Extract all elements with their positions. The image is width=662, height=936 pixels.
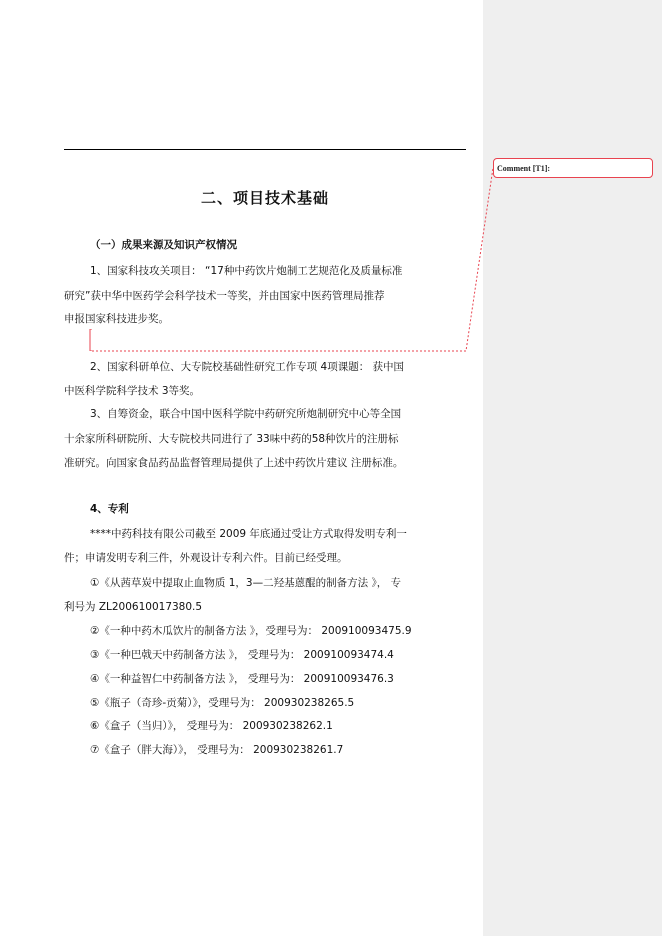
- patent-intro-line: ****中药科技有限公司截至 2009 年底通过受让方式取得发明专利一: [90, 528, 407, 540]
- patent-intro-line: 件；申请发明专利三件，外观设计专利六件。目前已经受理。: [64, 552, 348, 564]
- paragraph-line: 1、国家科技攻关项目： “17种中药饮片炮制工艺规范化及质量标准: [90, 265, 403, 277]
- patent-item: ⑤《瓶子（奇珍-贡菊）》，受理号为： 200930238265.5: [90, 697, 355, 709]
- paragraph-line: 2、国家科研单位、大专院校基础性研究工作专项 4项课题： 获中国: [90, 361, 405, 373]
- paragraph-line: 准研究。向国家食品药品监督管理局提供了上述中药饮片建议 注册标准。: [64, 457, 404, 469]
- patent-heading: 4、专利: [90, 503, 129, 515]
- patent-item: ②《一种中药木瓜饮片的制备方法 》，受理号为： 200910093475.9: [90, 625, 412, 637]
- subsection-title: （一）成果来源及知识产权情况: [90, 239, 237, 251]
- patent-item: ①《从茜草炭中提取止血物质 1，3—二羟基蒽醌的制备方法 》， 专: [90, 577, 402, 589]
- patent-item: ⑦《盒子（胖大海）》， 受理号为： 200930238261.7: [90, 744, 344, 756]
- patent-item: ⑥《盒子（当归）》， 受理号为： 200930238262.1: [90, 720, 333, 732]
- paragraph-line: 3、自筹资金，联合中国中医科学院中药研究所炮制研究中心等全国: [90, 408, 402, 420]
- paragraph-line: 研究”获中华中医药学会科学技术一等奖，并由国家中医药管理局推荐: [64, 290, 385, 302]
- paragraph-line: 申报国家科技进步奖。: [64, 313, 169, 325]
- patent-item: ④《一种益智仁中药制备方法 》， 受理号为： 200910093476.3: [90, 673, 394, 685]
- paragraph-line: 十余家所科研院所、大专院校共同进行了 33味中药的58种饮片的注册标: [64, 433, 399, 445]
- patent-item: ③《一种巴戟天中药制备方法 》， 受理号为： 200910093474.4: [90, 649, 394, 661]
- paragraph-line: 中医科学院科学技术 3等奖。: [64, 385, 201, 397]
- comment-balloon[interactable]: [493, 158, 653, 178]
- patent-item: 利号为 ZL200610017380.5: [64, 601, 203, 613]
- section-title: 二、项目技术基础: [200, 189, 329, 207]
- comment-anchor-marker: [89, 329, 93, 351]
- comment-label: Comment [T1]:: [497, 164, 551, 173]
